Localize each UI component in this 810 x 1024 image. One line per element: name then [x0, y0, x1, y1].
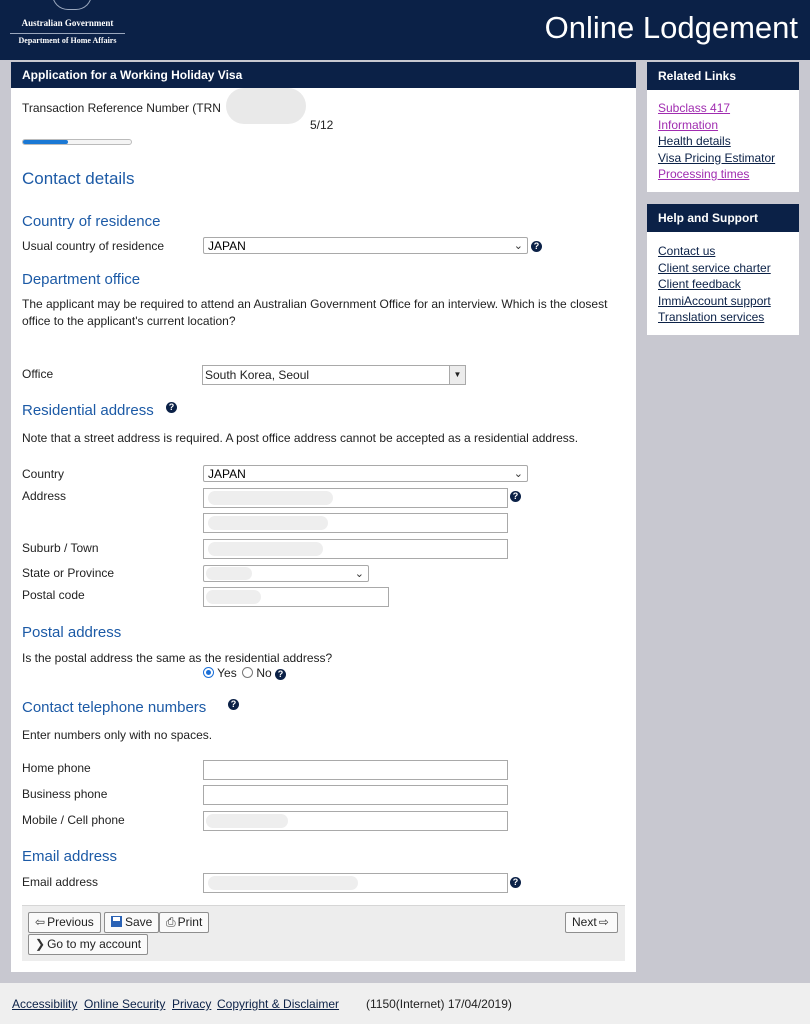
- redacted-value: [208, 516, 328, 530]
- printer-icon: ⎙: [166, 915, 176, 929]
- help-icon[interactable]: ?: [275, 669, 286, 680]
- state-label: State or Province: [22, 566, 115, 580]
- save-label: Save: [125, 915, 153, 929]
- save-button[interactable]: [104, 912, 159, 933]
- home-phone-input[interactable]: [203, 760, 508, 780]
- business-phone-label: Business phone: [22, 787, 108, 801]
- footer: [0, 983, 810, 1024]
- footer-link-privacy[interactable]: Privacy: [172, 997, 212, 1011]
- postal-same-question: Is the postal address the same as the residential address?: [22, 651, 333, 665]
- chevron-down-icon: ⌄: [513, 468, 523, 480]
- mobile-phone-label: Mobile / Cell phone: [22, 813, 125, 827]
- progress-bar: [22, 139, 132, 145]
- help-link-contact-us[interactable]: Contact us: [658, 244, 716, 258]
- residential-address-note: Note that a street address is required. A post office address cannot be accepted as a residential address.: [22, 431, 579, 445]
- print-button[interactable]: [159, 912, 209, 933]
- redacted-value: [206, 590, 261, 604]
- crest-government-text: Australian Government: [21, 18, 114, 28]
- footer-link-accessibility[interactable]: Accessibility: [12, 997, 78, 1011]
- state-select[interactable]: [203, 565, 369, 582]
- related-link-subclass-417[interactable]: Subclass 417: [658, 101, 731, 115]
- country-value: JAPAN: [208, 467, 246, 481]
- dropdown-arrow-icon[interactable]: ▼: [449, 366, 465, 384]
- contact-numbers-heading: Contact telephone numbers: [22, 699, 207, 716]
- email-label: Email address: [22, 875, 99, 889]
- help-link-immiaccount-support[interactable]: ImmiAccount support: [658, 293, 771, 308]
- home-phone-label: Home phone: [22, 761, 91, 775]
- country-select[interactable]: [203, 465, 528, 482]
- related-link-health-details[interactable]: Health details: [658, 134, 731, 148]
- help-link-service-charter[interactable]: Client service charter: [658, 260, 771, 275]
- help-support-title: Help and Support: [647, 204, 799, 232]
- help-icon[interactable]: ?: [510, 491, 521, 502]
- next-button[interactable]: [565, 912, 618, 933]
- footer-link-online-security[interactable]: Online Security: [84, 997, 166, 1011]
- redacted-value: [208, 542, 323, 556]
- print-label: Print: [177, 915, 203, 929]
- country-label: Country: [22, 467, 65, 481]
- chevron-down-icon: ⌄: [513, 240, 523, 252]
- office-label: Office: [22, 367, 54, 381]
- top-banner: [0, 0, 810, 60]
- help-support-list: [647, 232, 799, 326]
- usual-country-label: Usual country of residence: [22, 239, 165, 253]
- trn-label: Transaction Reference Number (TRN: [22, 101, 221, 115]
- arrow-right-icon: ⇨: [598, 915, 609, 929]
- postal-code-label: Postal code: [22, 588, 85, 602]
- suburb-label: Suburb / Town: [22, 541, 99, 555]
- help-icon[interactable]: ?: [510, 877, 521, 888]
- help-link-client-feedback[interactable]: Client feedback: [658, 277, 741, 291]
- business-phone-input[interactable]: [203, 785, 508, 805]
- navigation-button-bar: [22, 905, 625, 961]
- next-label: Next: [572, 915, 597, 929]
- postal-address-heading: Postal address: [22, 624, 122, 641]
- help-link-translation-services[interactable]: Translation services: [658, 310, 765, 324]
- help-support-box: [647, 204, 799, 335]
- redacted-value: [208, 876, 358, 890]
- related-link-processing-times[interactable]: Processing times: [658, 167, 750, 181]
- help-icon[interactable]: ?: [166, 402, 177, 413]
- coat-of-arms-icon: [52, 0, 92, 10]
- department-office-heading: Department office: [22, 271, 141, 288]
- usual-country-select[interactable]: [203, 237, 528, 254]
- department-office-description: The applicant may be required to attend an Australian Government Office for an interview. Which is the closest office to the applicant's current location?: [22, 297, 608, 328]
- related-links-title: Related Links: [647, 62, 799, 90]
- yes-radio[interactable]: [203, 667, 214, 678]
- crest-department-text: Department of Home Affairs: [10, 33, 125, 45]
- email-heading: Email address: [22, 848, 118, 865]
- go-to-account-label: Go to my account: [47, 937, 142, 951]
- footer-link-copyright[interactable]: Copyright & Disclaimer: [217, 997, 340, 1011]
- address-line-1-input[interactable]: [203, 488, 508, 508]
- site-title: Online Lodgement: [544, 10, 798, 45]
- footer-build-info: (1150(Internet) 17/04/2019): [366, 997, 512, 1011]
- step-indicator: 5/12: [310, 118, 334, 132]
- page-title: Contact details: [22, 169, 135, 188]
- email-input[interactable]: [203, 873, 508, 893]
- postal-code-input[interactable]: [203, 587, 389, 607]
- floppy-disk-icon: [111, 916, 122, 927]
- contact-numbers-note: Enter numbers only with no spaces.: [22, 728, 213, 742]
- panel-title: Application for a Working Holiday Visa: [11, 62, 636, 88]
- mobile-phone-input[interactable]: [203, 811, 508, 831]
- chevron-down-icon: ⌄: [354, 568, 364, 580]
- previous-button[interactable]: [28, 912, 101, 933]
- chevron-right-icon: ❯: [35, 937, 46, 951]
- redacted-value: [206, 567, 252, 580]
- yes-label[interactable]: Yes: [217, 666, 237, 680]
- help-icon[interactable]: ?: [228, 699, 239, 710]
- office-value: South Korea, Seoul: [205, 368, 310, 382]
- help-icon[interactable]: ?: [531, 241, 542, 252]
- no-radio[interactable]: [242, 667, 253, 678]
- related-link-information[interactable]: Information: [658, 117, 719, 132]
- postal-same-radio-group: [203, 666, 272, 680]
- no-label[interactable]: No: [256, 666, 272, 680]
- residential-address-heading: Residential address: [22, 402, 154, 419]
- related-links-box: [647, 62, 799, 192]
- go-to-account-button[interactable]: [28, 934, 148, 955]
- previous-label: Previous: [47, 915, 94, 929]
- country-of-residence-heading: Country of residence: [22, 213, 161, 230]
- address-line-2-input[interactable]: [203, 513, 508, 533]
- related-link-visa-pricing[interactable]: Visa Pricing Estimator: [658, 150, 776, 165]
- suburb-input[interactable]: [203, 539, 508, 559]
- arrow-left-icon: ⇦: [35, 915, 46, 929]
- related-links-list: [647, 90, 799, 183]
- address-label: Address: [22, 489, 67, 503]
- usual-country-value: JAPAN: [208, 239, 246, 253]
- redacted-value: [208, 491, 333, 505]
- trn-redacted: [226, 88, 306, 124]
- government-crest-logo: [10, 0, 125, 50]
- progress-fill: [23, 140, 68, 144]
- office-select[interactable]: [202, 365, 466, 385]
- redacted-value: [206, 814, 288, 828]
